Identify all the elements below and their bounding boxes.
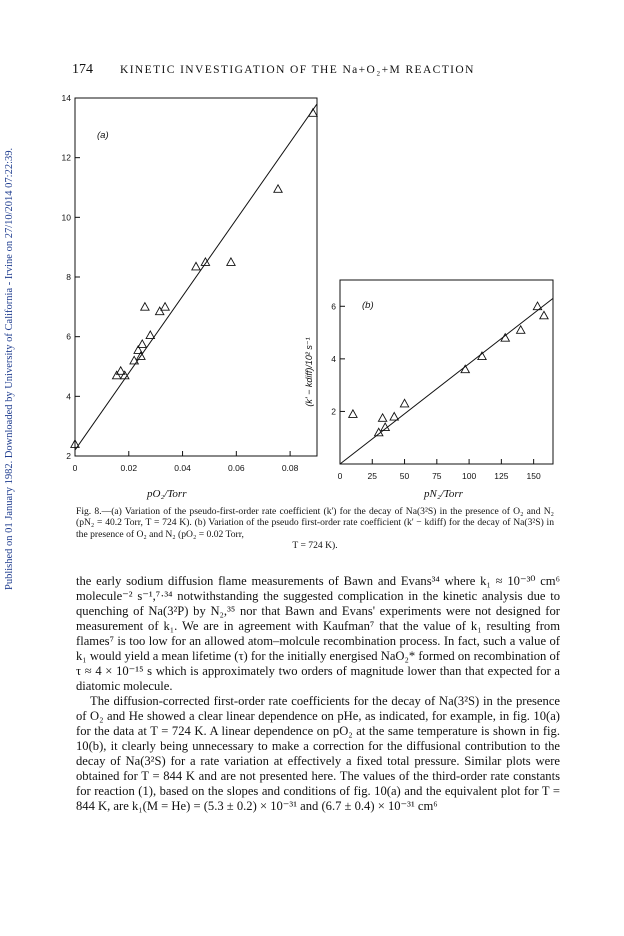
chart-b-x-tick-label: 25 (367, 471, 378, 481)
caption-line: Fig. 8.—(a) Variation of the pseudo-first-order rate coefficient (k') for the decay of Na(3²S) in the (76, 506, 462, 517)
chart-b-data-point (349, 410, 357, 418)
chart-a-data-point (227, 258, 235, 266)
chart-b-data-point (390, 412, 398, 420)
chart-b-data-point (378, 414, 386, 422)
chart-b-y-tick-label: 6 (331, 301, 336, 312)
figure-caption (76, 506, 554, 552)
chart-b-x-tick-label: 0 (337, 471, 343, 481)
chart-a-data-point (130, 356, 138, 364)
chart-a-data-point (141, 303, 149, 311)
chart-a-data-point (274, 185, 282, 193)
chart-b-fit-line (340, 298, 553, 464)
chart-a-fit-line (75, 104, 317, 450)
chart-b-x-tick-label: 150 (526, 471, 541, 481)
chart-b-y-axis-title: (k' − kdiff)/10² s⁻¹ (304, 337, 314, 407)
chart-a-data-point (161, 303, 169, 311)
caption-line: coefficient (k' − kdiff) for the decay of Na(3²S) in the presence of O₂ and N₂ (pO₂ = 0.02 Torr, (76, 517, 555, 540)
chart-b-data-point (517, 326, 525, 334)
chart-a-data-point (156, 307, 164, 315)
chart-a-x-tick-label: 0.04 (174, 463, 191, 473)
chart-a-y-tick-label: 6 (66, 331, 71, 342)
chart-b-y-tick-label: 2 (331, 406, 336, 417)
chart-b-x-tick-label: 50 (399, 471, 410, 481)
caption-line: presence of O₂ and N₂ (pN₂ = 40.2 Torr, T = 724 K). (b) Variation of the pseudo first-order rate (76, 506, 554, 529)
caption-line: T = 724 K). (292, 540, 338, 552)
chart-a-y-tick-label: 4 (66, 391, 71, 402)
chart-b-x-tick-label: 75 (432, 471, 442, 481)
chart-a-x-tick-label: 0 (72, 463, 78, 473)
chart-a-xlabel: pO₂/Torr (147, 488, 187, 500)
chart-a-y-tick-label: 8 (66, 272, 71, 282)
chart-b-x-tick-label: 100 (461, 471, 477, 481)
chart-a-data-point (138, 340, 146, 348)
running-head: KINETIC INVESTIGATION OF THE Na+O₂+M REACTION (120, 64, 475, 76)
chart-a-x-tick-label: 0.06 (228, 463, 245, 473)
page-number: 174 (72, 62, 93, 77)
chart-a-panel-label: (a) (97, 130, 109, 141)
chart-a-data-point (192, 262, 200, 270)
chart-a-x-tick-label: 0.02 (120, 463, 138, 473)
chart-b-xlabel: pN₂/Torr (424, 488, 463, 500)
paragraph: The diffusion-corrected first-order rate coefficients for the decay of Na(3²S) in the presence of O₂ and He showed a clear linear dependence on pHe, as indicated, for example, in fig. 10(a) for the data at T = 724 K. A linear dependence on pO₂ at the same temperature is shown in fig. 10(b), it clearly being unnecessary to make a correction for the diffusional contribution to the decay of Na(3²S) for a rate variation at effectively a fixed total pressure. Similar plots were obtained for T = 844 K and are not presented here. The values of the third-order rate constants for reaction (1), based on the slopes and conditions of fig. 10(a) and the equivalent plot for T = 844 K, are k₁(M = He) = (5.3 ± 0.2) × 10⁻³¹ and (6.7 ± 0.4) × 10⁻³¹ cm⁶ (76, 694, 560, 813)
download-notice: Published on 01 January 1982. Downloaded by University of California - Irvine on 27/10/2014 07:22:39. (4, 147, 15, 590)
chart-a-y-tick-label: 10 (61, 212, 71, 223)
chart-a-y-tick-label: 2 (66, 451, 71, 461)
chart-b (304, 275, 558, 481)
chart-a-y-tick-label: 14 (61, 93, 71, 103)
chart-a-data-point (112, 371, 120, 379)
chart-b-panel-label: (b) (362, 300, 374, 311)
chart-a-x-tick-label: 0.08 (281, 463, 299, 473)
body-text (76, 574, 560, 814)
chart-b-y-tick-label: 4 (331, 353, 336, 364)
paragraph: the early sodium diffusion flame measurements of Bawn and Evans³⁴ where k₁ ≈ 10⁻³⁰ cm⁶ molecule⁻² s⁻¹,⁷·³⁴ notwithstanding the suggested complication in the kinetic analysis due to quenching of Na(3²P) by N₂,³⁵ nor that Bawn and Evans' experiments were not designed for measurement of k₁. We are in agreement with Kaufman⁷ that the value of k₁ resulting from flames⁷ is too low for an allowed atom–molcule recombination process. In fact, such a value of k₁ would yield a mean lifetime (τ) for the initially energised NaO₂* formed on recombination of τ ≈ 4 × 10⁻¹⁵ s which is approximately two orders of magnitude lower than that expected for a diatomic molecule. (76, 574, 560, 693)
chart-b-x-tick-label: 125 (494, 471, 509, 481)
chart-a-y-tick-label: 12 (61, 152, 71, 163)
chart-a (55, 90, 325, 480)
chart-b-data-point (540, 311, 548, 319)
chart-b-data-point (400, 399, 408, 407)
